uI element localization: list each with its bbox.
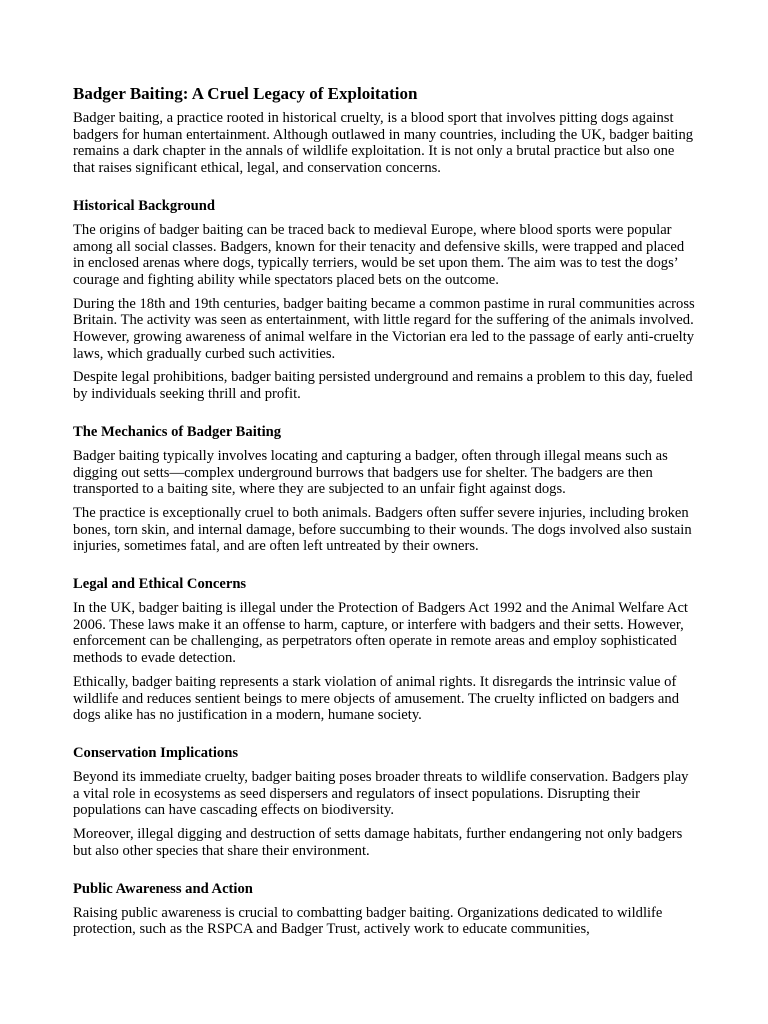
document-title: Badger Baiting: A Cruel Legacy of Exploitation [73, 84, 418, 103]
section-heading: Conservation Implications [73, 744, 238, 761]
paragraph: Moreover, illegal digging and destruction of setts damage habitats, further endangering not only badgers but also other species that share their environment. [73, 826, 683, 859]
paragraph: Despite legal prohibitions, badger baiting persisted underground and remains a problem to this day, fueled by individuals seeking thrill and profit. [73, 369, 693, 403]
section-heading: Public Awareness and Action [73, 880, 253, 897]
section-heading: The Mechanics of Badger Baiting [73, 423, 282, 440]
paragraph: During the 18th and 19th centuries, badger baiting became a common pastime in rural communities across Britain. The activity was seen as entertainment, with little regard for the suffering of the animals involved. However, growing awareness of animal welfare in the Victorian era led to the passage of early anti-cruelty laws, which gradually curbed such activities. [73, 295, 695, 362]
intro-paragraph: Badger baiting, a practice rooted in historical cruelty, is a blood sport that involves pitting dogs against badgers for human entertainment. Although outlawed in many countries, including the UK, badger baiting remains a dark chapter in the annals of wildlife exploitation. It is not only a brutal practice but also one that raises significant ethical, legal, and conservation concerns. [73, 110, 694, 177]
document-page [73, 83, 695, 945]
paragraph: Ethically, badger baiting represents a stark violation of animal rights. It disregards the intrinsic value of wildlife and reduces sentient beings to mere objects of amusement. The cruelty inflicted on badgers and dogs alike has no justification in a modern, humane society. [73, 673, 679, 724]
paragraph: The practice is exceptionally cruel to both animals. Badgers often suffer severe injuries, including broken bones, torn skin, and internal damage, before succumbing to their wounds. The dogs involved also sustain injuries, sometimes fatal, and are often left untreated by their owners. [73, 504, 692, 555]
section-conservation [73, 744, 695, 860]
section-historical-background [73, 197, 695, 403]
paragraph: Badger baiting typically involves locating and capturing a badger, often through illegal means such as digging out setts—complex underground burrows that badgers use for shelter. The badgers are then transported to a baiting site, where they are subjected to an unfair fight against dogs. [73, 447, 668, 498]
paragraph: In the UK, badger baiting is illegal under the Protection of Badgers Act 1992 and the Animal Welfare Act 2006. These laws make it an offense to harm, capture, or interfere with badgers and their setts. However, enforcement can be challenging, as perpetrators often operate in remote areas and employ sophisticated methods to evade detection. [73, 600, 688, 667]
section-heading: Historical Background [73, 197, 216, 214]
paragraph: The origins of badger baiting can be traced back to medieval Europe, where blood sports were popular among all social classes. Badgers, known for their tenacity and defensive skills, were trapped and placed in enclosed arenas where dogs, typically terriers, would be set upon them. The aim was to test the dogs’ courage and fighting ability while spectators placed bets on the outcome. [73, 221, 685, 288]
section-legal-ethical [73, 575, 695, 724]
section-public-awareness [73, 880, 695, 938]
paragraph: Raising public awareness is crucial to combatting badger baiting. Organizations dedicated to wildlife protection, such as the RSPCA and Badger Trust, actively work to educate communities, [73, 904, 663, 938]
section-mechanics [73, 423, 695, 555]
section-heading: Legal and Ethical Concerns [73, 576, 247, 593]
paragraph: Beyond its immediate cruelty, badger baiting poses broader threats to wildlife conservation. Badgers play a vital role in ecosystems as seed dispersers and regulators of insect populations. Disrupting their populations can have cascading effects on biodiversity. [73, 768, 689, 819]
